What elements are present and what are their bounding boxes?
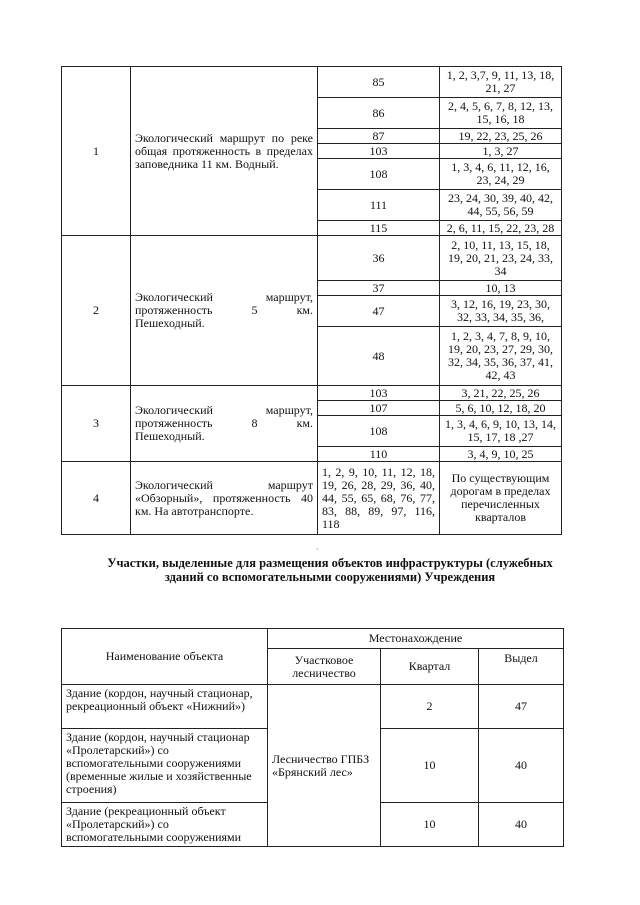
quarter-cell: 37: [318, 281, 440, 296]
infrastructure-table: [61, 628, 564, 847]
table-row: [62, 386, 562, 401]
table-row: [62, 236, 562, 281]
route-number: 2: [62, 236, 131, 386]
plots-cell: 10, 13: [440, 281, 562, 296]
plots-cell: 1, 2, 3, 4, 7, 8, 9, 10, 19, 20, 23, 27, 29, 30, 32, 34, 35, 36, 37, 41, 42, 43: [440, 327, 562, 386]
header-forestry: Участковое лесничество: [268, 649, 381, 685]
object-name-cell: Здание (кордон, научный стационар «Пролетарский») со вспомогательными сооружениями (временные жилые и хозяйственные строения): [62, 729, 268, 803]
header-plot: Выдел: [479, 649, 564, 685]
routes-table: [61, 66, 562, 535]
quarter-cell: 10: [381, 729, 479, 803]
quarter-cell: 115: [318, 221, 440, 236]
plot-cell: 40: [479, 803, 564, 847]
quarter-cell: 103: [318, 386, 440, 401]
quarter-cell: 85: [318, 67, 440, 98]
plots-cell: 23, 24, 30, 39, 40, 42, 44, 55, 56, 59: [440, 190, 562, 221]
quarter-cell: 110: [318, 447, 440, 462]
route-description: Экологический маршрут, протяженность 8 км. Пешеходный.: [131, 386, 318, 462]
quarter-cell: 108: [318, 416, 440, 447]
plots-cell: По существующим дорогам в пределах перечисленных кварталов: [440, 462, 562, 535]
table-row: [62, 685, 564, 729]
object-name-cell: Здание (кордон, научный стационар, рекреационный объект «Нижний»): [62, 685, 268, 729]
route-description: Экологический маршрут по реке общая протяженность в пределах заповедника 11 км. Водный.: [131, 67, 318, 236]
header-object: Наименование объекта: [62, 629, 268, 685]
plots-cell: 19, 22, 23, 25, 26: [440, 129, 562, 144]
plots-cell: 3, 12, 16, 19, 23, 30, 32, 33, 34, 35, 36,: [440, 296, 562, 327]
plots-cell: 2, 10, 11, 13, 15, 18, 19, 20, 21, 23, 24, 33, 34: [440, 236, 562, 281]
plots-cell: 5, 6, 10, 12, 18, 20: [440, 401, 562, 416]
quarter-cell: 47: [318, 296, 440, 327]
route-number: 3: [62, 386, 131, 462]
quarter-cell: 111: [318, 190, 440, 221]
plots-cell: 1, 3, 27: [440, 144, 562, 159]
plots-cell: 1, 3, 4, 6, 11, 12, 16, 23, 24, 29: [440, 159, 562, 190]
quarter-cell: 48: [318, 327, 440, 386]
quarter-cell: 107: [318, 401, 440, 416]
table-row: [62, 67, 562, 98]
table-header-row: [62, 629, 564, 649]
section-heading: Участки, выделенные для размещения объектов инфраструктуры (служебных зданий со вспомогательными сооружениями) Учреждения: [107, 556, 553, 584]
route-description: Экологический маршрут «Обзорный», протяженность 40 км. На автотранспорте.: [131, 462, 318, 535]
header-quarter: Квартал: [381, 649, 479, 685]
quarter-cell: 103: [318, 144, 440, 159]
route-description: Экологический маршрут, протяженность 5 км. Пешеходный.: [131, 236, 318, 386]
plots-cell: 3, 21, 22, 25, 26: [440, 386, 562, 401]
quarter-cell: 36: [318, 236, 440, 281]
quarter-cell: 1, 2, 9, 10, 11, 12, 18, 19, 26, 28, 29, 36, 40, 44, 55, 65, 68, 76, 77, 83, 88, 89, 97, 116, 118: [318, 462, 440, 535]
quarter-cell: 86: [318, 98, 440, 129]
header-location: Местонахождение: [268, 629, 564, 649]
table-row: [62, 462, 562, 535]
plots-cell: 3, 4, 9, 10, 25: [440, 447, 562, 462]
quarter-cell: 2: [381, 685, 479, 729]
plots-cell: 2, 4, 5, 6, 7, 8, 12, 13, 15, 16, 18: [440, 98, 562, 129]
quarter-cell: 10: [381, 803, 479, 847]
plots-cell: 1, 3, 4, 6, 9, 10, 13, 14, 15, 17, 18 ,27: [440, 416, 562, 447]
forestry-cell: Лесничество ГПБЗ «Брянский лес»: [268, 685, 381, 847]
plots-cell: 2, 6, 11, 15, 22, 23, 28: [440, 221, 562, 236]
route-number: 4: [62, 462, 131, 535]
quarter-cell: 108: [318, 159, 440, 190]
page-dot-mark: ·: [316, 545, 319, 554]
object-name-cell: Здание (рекреационный объект «Пролетарский») со вспомогательными сооружениями: [62, 803, 268, 847]
plots-cell: 1, 2, 3,7, 9, 11, 13, 18, 21, 27: [440, 67, 562, 98]
plot-cell: 47: [479, 685, 564, 729]
quarter-cell: 87: [318, 129, 440, 144]
route-number: 1: [62, 67, 131, 236]
plot-cell: 40: [479, 729, 564, 803]
